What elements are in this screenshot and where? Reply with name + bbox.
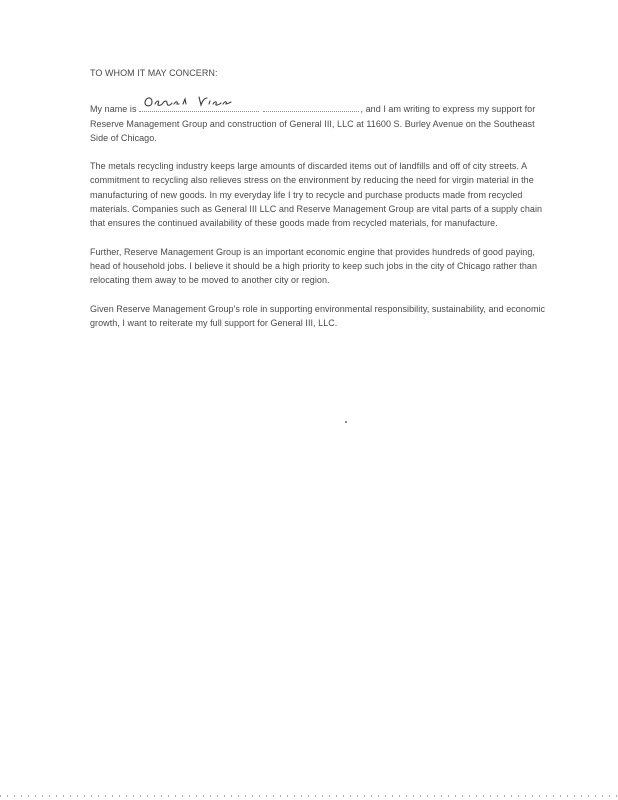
- paragraph-conclusion: Given Reserve Management Group's role in supporting environmental responsibility, sustainability, and economic growth, I want to reiterate my full support for General III, LLC.: [90, 303, 546, 328]
- paragraph-introduction: [90, 101, 552, 145]
- scan-bottom-edge-artifact: [0, 795, 618, 797]
- scan-speck: [345, 421, 347, 423]
- paragraph-recycling: The metals recycling industry keeps large amounts of discarded items out of landfills and off of city streets. A commitment to recycling also relieves stress on the environment by reducing the need for virgin material in the manufacturing of new goods. In my everyday life I try to recycle and purchase products made from recycled materials. Companies such as General III LLC and Reserve Management Group are vital parts of a supply chain that ensures the continued availability of these goods made from recycled materials, for manufacture.: [90, 161, 543, 229]
- handwritten-name-field: [139, 101, 259, 112]
- name-blank-line: [263, 101, 359, 112]
- paragraph-economic: Further, Reserve Management Group is an important economic engine that provides hundreds of good paying, head of household jobs. I believe it should be a high priority to keep such jobs in the city of Chicago rather than relocating them away to be moved to another city or region.: [90, 246, 538, 286]
- letter-body: [90, 66, 552, 344]
- intro-remainder-text: , and I am writing to express my support for Reserve Management Group and construction of General III, LLC at 11600 S. Burley Avenue on the Southeast Side of Chicago.: [90, 104, 536, 143]
- intro-lead-text: My name is: [90, 104, 137, 115]
- handwritten-signature: [143, 93, 253, 109]
- salutation: TO WHOM IT MAY CONCERN:: [90, 68, 218, 78]
